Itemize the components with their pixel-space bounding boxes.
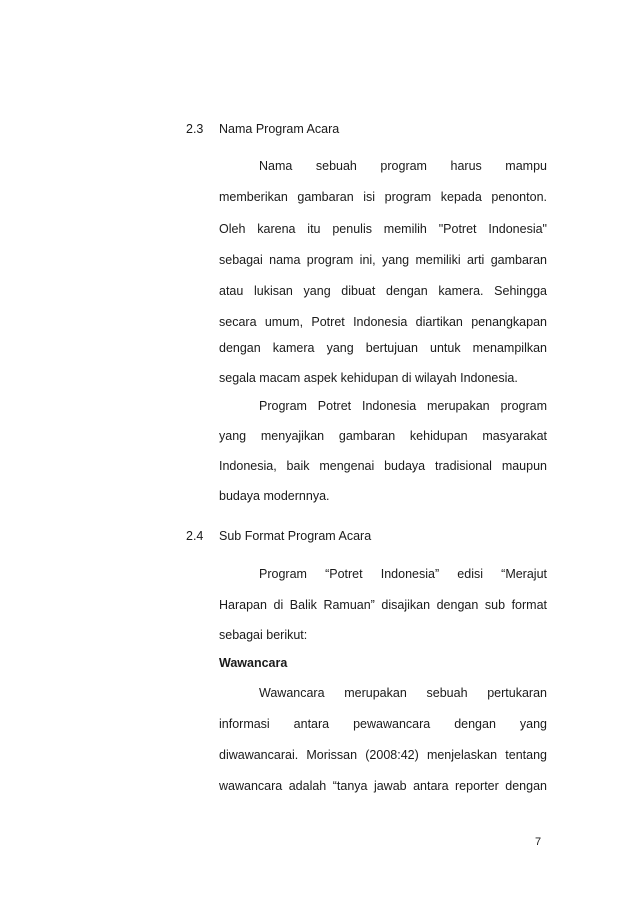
paragraph-line: Nama sebuah program harus mampu [259, 159, 547, 173]
paragraph-line: Oleh karena itu penulis memilih "Potret Indonesia" [219, 222, 547, 236]
paragraph-line: budaya modernnya. [219, 489, 330, 503]
paragraph-line: Indonesia, baik mengenai budaya tradisional maupun [219, 459, 547, 473]
paragraph-line: yang menyajikan gambaran kehidupan masyarakat [219, 429, 547, 443]
paragraph-line: wawancara adalah “tanya jawab antara reporter dengan [219, 779, 547, 793]
paragraph-line: Harapan di Balik Ramuan” disajikan dengan sub format [219, 598, 547, 612]
page-number: 7 [535, 836, 542, 848]
paragraph-line: informasi antara pewawancara dengan yang [219, 717, 547, 731]
paragraph-line: secara umum, Potret Indonesia diartikan penangkapan [219, 315, 547, 329]
paragraph-line: memberikan gambaran isi program kepada penonton. [219, 190, 547, 204]
section-number: 2.4 [186, 529, 204, 543]
paragraph-line: segala macam aspek kehidupan di wilayah Indonesia. [219, 371, 518, 385]
paragraph-line: sebagai nama program ini, yang memiliki arti gambaran [219, 253, 547, 267]
section-title: Nama Program Acara [219, 122, 340, 136]
paragraph-line: dengan kamera yang bertujuan untuk menampilkan [219, 341, 547, 355]
subheading-wawancara: Wawancara [219, 656, 288, 670]
paragraph-line: atau lukisan yang dibuat dengan kamera. Sehingga [219, 284, 547, 298]
paragraph-line: sebagai berikut: [219, 628, 308, 642]
paragraph-line: Wawancara merupakan sebuah pertukaran [259, 686, 547, 700]
paragraph-line: Program “Potret Indonesia” edisi “Merajut [259, 567, 547, 581]
section-number: 2.3 [186, 122, 204, 136]
section-title: Sub Format Program Acara [219, 529, 372, 543]
paragraph-line: diwawancarai. Morissan (2008:42) menjelaskan tentang [219, 748, 547, 762]
paragraph-line: Program Potret Indonesia merupakan program [259, 399, 547, 413]
